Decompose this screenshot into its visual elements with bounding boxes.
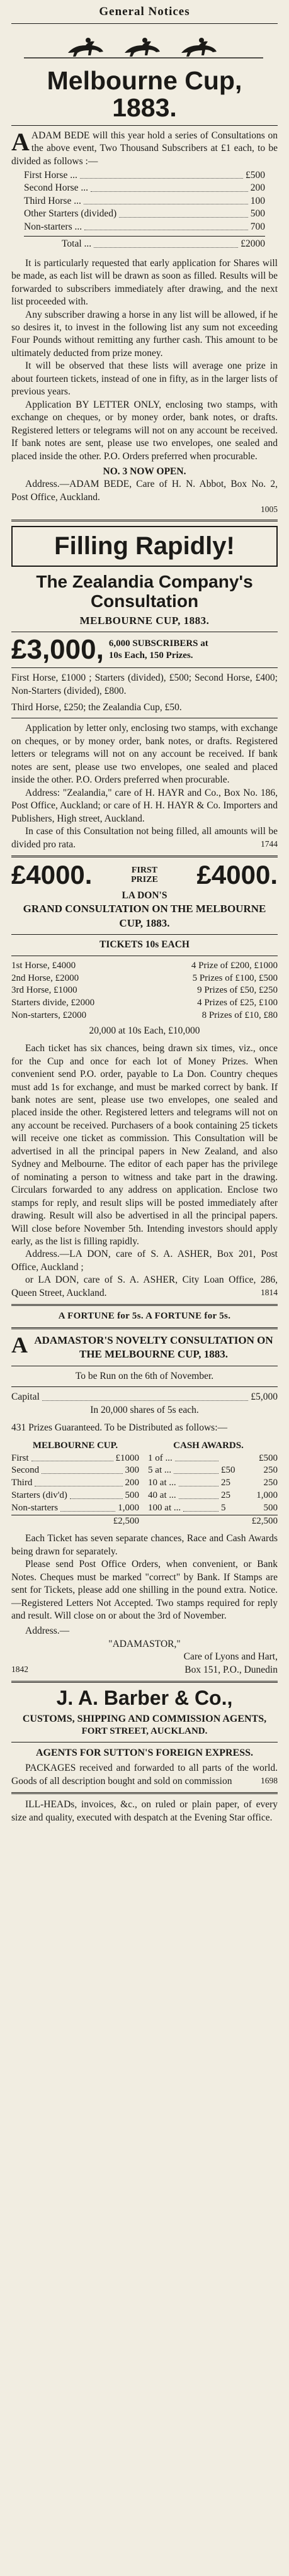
prize-cell: 8 Prizes of £10, £80	[201, 1010, 278, 1020]
prize-label: Non-starters	[11, 1502, 59, 1513]
ad-address: Address.—ADAM BEDE, Care of H. N. Abbot, Box No. 2, Post Office, Auckland.	[11, 479, 278, 503]
prize-amount: 700	[250, 221, 265, 232]
ad-paragraph: It is particularly requested that early application for Shares will be made, as each list will be drawn as soon as filled. Results will be forwarded to subscribers immediately after drawing, and the next list proceeded with.	[11, 257, 278, 308]
ad-ref-number: 1698	[261, 1775, 278, 1785]
prize-list: Third Horse, £250; the Zealandia Cup, £50.	[11, 701, 182, 713]
prize-row	[24, 221, 265, 233]
prize-row	[11, 1452, 278, 1465]
fortune-banner: A FORTUNE for 5s. A FORTUNE for 5s.	[58, 1311, 231, 1322]
award-each: 5	[221, 1502, 226, 1513]
total-amount: £2000	[241, 238, 265, 250]
ad-address	[11, 1274, 278, 1300]
ad-title: J. A. Barber & Co.,	[56, 1687, 233, 1710]
prize-header-row	[11, 1440, 278, 1452]
address-row	[11, 1664, 278, 1676]
ad-paragraph: It will be observed that these lists will average one prize in about fourteen tickets, instead of one in fifty, as in the larger lists of previous years.	[11, 360, 278, 398]
prize-row	[24, 195, 265, 208]
ad-paragraph-text: In case of this Consultation not being filled, all amounts will be divided pro rata.	[11, 826, 278, 850]
ad-address-text: or LA DON, care of S. A. ASHER, City Loan Office, 286, Queen Street, Auckland.	[11, 1274, 278, 1298]
prize-label: First	[11, 1452, 29, 1463]
prize-amount: 500	[250, 208, 265, 220]
total-amount: £3,000,	[11, 634, 104, 666]
cash-total: £2,500	[139, 1515, 278, 1527]
prize-row	[11, 997, 278, 1010]
ad-zealandia	[11, 526, 278, 851]
award-label: 40 at ...	[148, 1490, 176, 1500]
guarantee-note: 431 Prizes Guaranteed. To be Distributed as follows:—	[11, 1422, 228, 1434]
address-line: Box 151, P.O., Dunedin	[184, 1664, 278, 1675]
prize-label: Second Horse ...	[24, 182, 89, 194]
ad-address: FORT STREET, AUCKLAND.	[81, 1726, 208, 1737]
award-amount: 250	[263, 1465, 278, 1476]
divider	[11, 125, 278, 126]
ad-paragraph	[11, 1762, 278, 1788]
ad-barber	[11, 1687, 278, 1788]
ad-paragraph: Application by letter only, enclosing two stamps, with exchange on cheques, or by money order, bank notes, or drafts. Registered letters or telegrams will not on any account be received. If bank notes are sent, please use two envelopes, one sealed and placed inside the other. P.O. Orders preferred when procurable.	[11, 723, 278, 786]
award-label: 10 at ...	[148, 1478, 176, 1488]
prize-amount: 200	[125, 1478, 140, 1488]
section-heading: General Notices	[99, 5, 190, 18]
divider	[11, 1792, 278, 1794]
prize-label: Other Starters (divided)	[24, 208, 117, 220]
prize-row	[11, 1477, 278, 1490]
prize-row	[24, 182, 265, 194]
prize-label: Second	[11, 1465, 40, 1476]
prize-label: Starters (div'd)	[11, 1490, 67, 1500]
drop-cap: A	[11, 1332, 28, 1358]
cup-prize-cell	[11, 1464, 139, 1477]
column-header: MELBOURNE CUP.	[32, 1440, 118, 1451]
address-name: "ADAMASTOR,"	[108, 1638, 181, 1649]
amount-right: £4000.	[196, 859, 278, 889]
award-label: 1 of ...	[148, 1452, 173, 1463]
award-label: 100 at ...	[148, 1502, 181, 1513]
ad-paragraph: Each ticket has six chances, being drawn six times, viz., once for the Cup and once for each lot of Money Prizes. When convenient send P.O. order, payable to La Don. Country cheques must add 1s for exchange, and must be marked correct by bank. If bank notes are sent, please use two envelopes, one sealed and placed inside the other. Registered letters and telegrams will not on any account be received. Purchasers of a book containing 25 tickets will receive one ticket as commission. This Consultation will be advertised in all the principal papers in New Zealand, and also Sydney and Melbourne. The editor of each paper has the privilege of nominating a person to witness and take part in the drawing. Circulars forwarded to any address on application. Enclose two stamps for reply, and result slips will be posted immediately after drawing. Result will also be advertised in all the principal papers. Will close before November 5th. Intending investors should apply early, as the list is filling rapidly.	[11, 1043, 278, 1247]
prize-cell: 2nd Horse, £2000	[11, 973, 79, 983]
prize-cell: 1st Horse, £4000	[11, 960, 76, 971]
amount-row	[11, 859, 278, 889]
prize-cell: 5 Prizes of £100, £500	[192, 973, 278, 983]
ad-title	[11, 1334, 278, 1362]
prize-row	[24, 169, 265, 182]
ad-title: Melbourne Cup, 1883.	[47, 65, 242, 122]
award-amount: 250	[263, 1478, 278, 1488]
prize-row	[11, 984, 278, 997]
award-each: 25	[221, 1478, 230, 1488]
prize-row	[11, 973, 278, 985]
ad-paragraph: Any subscriber drawing a horse in any list will be allowed, if he so desires it, to invest in the following list any sum not exceeding Four Pounds without remitting any further cash. This amount to be ultimately deducted from prize money.	[11, 309, 278, 359]
first-prize-label: FIRST PRIZE	[131, 865, 158, 884]
prize-amount: 500	[125, 1490, 140, 1500]
ad-ref-number: 1842	[11, 1664, 28, 1674]
divider	[11, 1304, 278, 1306]
prize-cell: 3rd Horse, £1000	[11, 985, 77, 996]
prize-amount: 1,000	[118, 1502, 140, 1513]
amount-row	[11, 636, 278, 664]
divider	[11, 1327, 278, 1329]
ad-bill-heads: ILL-HEADs, invoices, &c., on ruled or plain paper, of every size and quality, executed with despatch at the Evening Star office.	[11, 1799, 278, 1823]
ad-ref-number: 1814	[261, 1287, 278, 1297]
cup-prize-cell	[11, 1452, 139, 1465]
prize-row	[11, 1502, 278, 1515]
cash-award-cell	[139, 1490, 278, 1502]
run-date: To be Run on the 6th of November.	[75, 1370, 214, 1381]
prize-table	[11, 168, 278, 252]
ad-subtitle: MELBOURNE CUP, 1883.	[79, 614, 210, 627]
amount-note-line: 10s Each, 150 Prizes.	[108, 650, 193, 661]
divider	[11, 856, 278, 857]
prize-label: Third	[11, 1478, 33, 1488]
prize-row	[11, 960, 278, 973]
prize-total-row	[24, 236, 265, 250]
prize-amount: £500	[246, 169, 265, 181]
ad-paragraph	[11, 825, 278, 851]
prize-cell: 9 Prizes of £50, £250	[197, 985, 278, 996]
award-each: £50	[221, 1465, 235, 1476]
cup-total: £2,500	[11, 1515, 139, 1527]
prize-table	[11, 1440, 278, 1528]
ad-paragraph: Each Ticket has seven separate chances, Race and Cash Awards being drawn for separately.	[11, 1533, 278, 1557]
ad-title: GRAND CONSULTATION ON THE MELBOURNE CUP, 1883.	[23, 903, 266, 929]
prize-table	[11, 960, 278, 1022]
ad-ref-number: 1005	[261, 505, 278, 515]
column-header: CASH AWARDS.	[173, 1440, 244, 1451]
prize-cell: Non-starters, £2000	[11, 1010, 87, 1020]
amount-left: £4000.	[11, 859, 93, 889]
prize-row	[11, 1490, 278, 1502]
share-info: In 20,000 shares of 5s each.	[90, 1404, 199, 1415]
now-open-notice: NO. 3 NOW OPEN.	[103, 466, 186, 477]
prize-row	[11, 1010, 278, 1022]
cash-award-cell	[139, 1477, 278, 1490]
address-line: Care of Lyons and Hart,	[183, 1651, 278, 1663]
cash-award-cell	[139, 1502, 278, 1515]
ad-address: Address.—LA DON, care of S. A. ASHER, Box 201, Post Office, Auckland ;	[11, 1249, 278, 1273]
award-label: 5 at ...	[148, 1465, 172, 1476]
racehorses-illustration	[11, 30, 278, 62]
ad-address: Address: "Zealandia," care of H. HAYR and Co., Box No. 186, Post Office, Auckland; or care of H. H. HAYR & Co. Importers and Publishers, High street, Auckland.	[11, 787, 278, 824]
cash-award-cell	[139, 1464, 278, 1477]
ad-title-text: ADAMASTOR'S NOVELTY CONSULTATION ON THE MELBOURNE CUP, 1883.	[34, 1334, 273, 1361]
ad-subtitle: CUSTOMS, SHIPPING AND COMMISSION AGENTS,	[22, 1714, 267, 1725]
ad-adamastor	[11, 1334, 278, 1676]
prize-total-row	[11, 1515, 278, 1527]
prize-amount: 200	[250, 182, 265, 194]
divider	[11, 667, 278, 668]
award-each	[221, 1452, 246, 1465]
prize-label: First Horse ...	[24, 169, 77, 181]
capital-value: £5,000	[251, 1391, 278, 1403]
ad-intro-paragraph	[11, 127, 278, 168]
divider	[11, 1681, 278, 1683]
award-amount: £500	[259, 1452, 278, 1463]
prize-label: Third Horse ...	[24, 195, 81, 206]
drop-cap: A	[11, 127, 30, 156]
capital-label: Capital	[11, 1391, 40, 1403]
divider	[11, 23, 278, 24]
cup-prize-cell	[11, 1502, 139, 1515]
award-amount: 1,000	[256, 1490, 278, 1500]
award-each: 25	[221, 1490, 230, 1500]
ad-adam-bede	[11, 28, 278, 515]
capital-row	[11, 1391, 278, 1403]
ad-subtitle: LA DON'S	[122, 889, 167, 901]
address-label: Address.—	[25, 1625, 70, 1637]
divider	[11, 934, 278, 935]
cup-prize-cell	[11, 1477, 139, 1490]
ad-paragraph: Please send Post Office Orders, when convenient, or Bank Notes. Cheques must be marked "correct" by Bank. If Stamps are sent for Tickets, please add one shilling in the pound extra. Notice.—Registered Letters Not Accepted. Two stamps required for reply and result. Will close on or about the 3rd of November.	[11, 1559, 278, 1622]
prize-total: 20,000 at 10s Each, £10,000	[89, 1025, 200, 1036]
prize-row	[24, 208, 265, 220]
prize-label: Non-starters ...	[24, 221, 82, 232]
prize-cell: 4 Prize of £200, £1000	[191, 960, 278, 971]
ad-paragraph: Application BY LETTER ONLY, enclosing two stamps, with exchange on cheques, or by money order, bank notes, or drafts. Registered letters or telegrams will not on any account be received. If bank notes are sent, please use two envelopes, one sealed and placed inside the other. P.O. Orders preferred when procurable.	[11, 399, 278, 462]
amount-note	[109, 638, 208, 662]
ad-address	[11, 1625, 278, 1637]
ad-headline: Filling Rapidly!	[11, 526, 278, 567]
divider	[11, 520, 278, 521]
ad-title: The Zealandia Company's Consultation	[36, 571, 253, 611]
prize-row	[11, 1464, 278, 1477]
prize-list: First Horse, £1000 ; Starters (divided), £500; Second Horse, £400; Non-Starters (divided), £800.	[11, 672, 278, 696]
prize-cell: 4 Prizes of £25, £100	[197, 998, 278, 1008]
ad-ref-number: 1744	[261, 839, 278, 849]
total-label: Total ...	[62, 238, 92, 250]
prize-amount: 300	[125, 1465, 140, 1476]
award-amount: 500	[263, 1502, 278, 1513]
intro-text: ADAM BEDE will this year hold a series of Consultations on the above event, Two Thousand Subscribers at £1 each, to be divided as follows :—	[11, 130, 278, 167]
newspaper-column	[11, 0, 278, 1824]
prize-amount: 100	[250, 195, 265, 206]
divider	[11, 1386, 278, 1387]
prize-cell: Starters divide, £2000	[11, 998, 95, 1008]
prize-amount: £1000	[115, 1452, 140, 1463]
ad-paragraph-text: PACKAGES received and forwarded to all parts of the world. Goods of all description bought and sold on commission	[11, 1763, 278, 1787]
ticket-price: TICKETS 10s EACH	[99, 939, 190, 951]
cash-award-cell	[139, 1452, 278, 1465]
cup-prize-cell	[11, 1490, 139, 1502]
amount-note-line: 6,000 SUBSCRIBERS at	[108, 638, 208, 649]
ad-agency: AGENTS FOR SUTTON'S FOREIGN EXPRESS.	[35, 1748, 254, 1759]
ad-la-don	[11, 859, 278, 1300]
